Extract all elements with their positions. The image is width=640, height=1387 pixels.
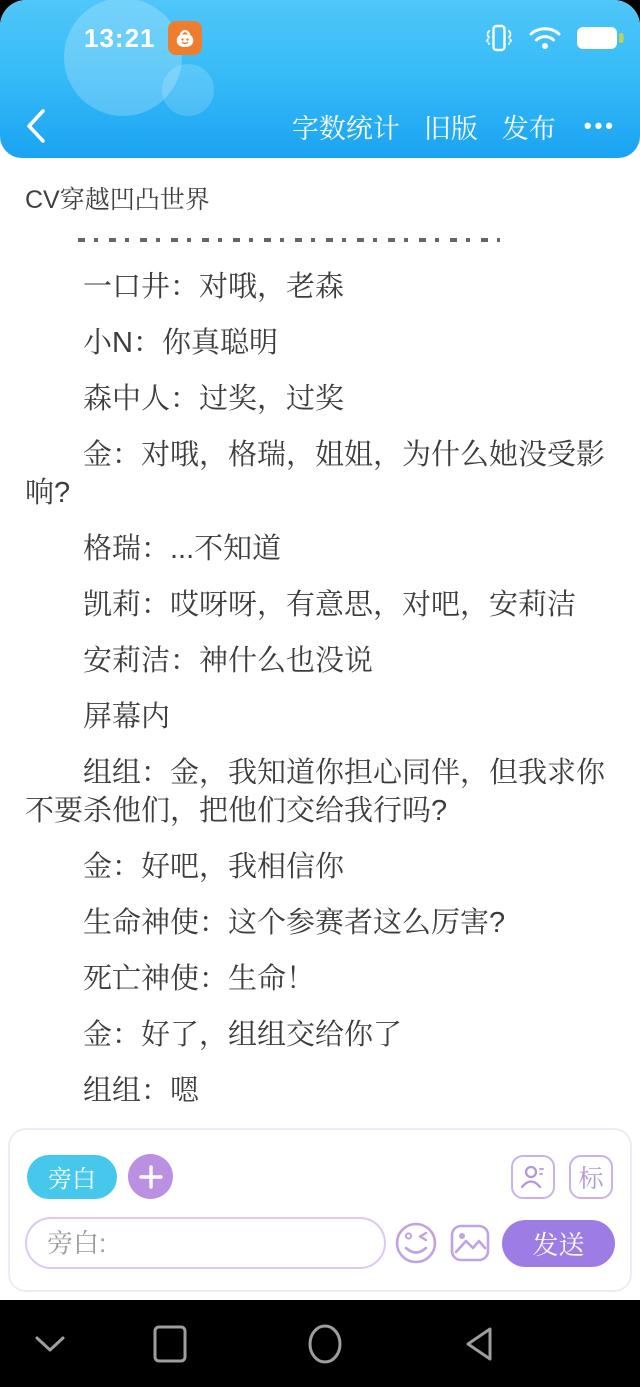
script-paragraph: 金：对哦，格瑞，姐姐，为什么她没受影响?	[25, 439, 606, 509]
nav-bar	[0, 100, 640, 152]
script-paragraph: 死亡神使：生命！	[83, 963, 316, 995]
script-paragraph: 金：好了，组组交给你了	[83, 1019, 403, 1051]
back-nav-button[interactable]	[461, 1324, 497, 1364]
script-paragraph: 金：好吧，我相信你	[83, 851, 345, 883]
composer-panel	[8, 1128, 632, 1292]
script-paragraph: 生命神使：这个参赛者这么厉害?	[83, 907, 506, 939]
circle-icon	[306, 1322, 344, 1366]
script-paragraph: 组组：嗯	[83, 1075, 200, 1107]
image-icon	[448, 1221, 492, 1265]
script-paragraph: 凯莉：哎呀呀，有意思，对吧，安莉洁	[83, 589, 577, 621]
status-icons	[484, 22, 624, 54]
add-role-button[interactable]	[128, 1154, 173, 1199]
nav-action-old-version[interactable]: 旧版	[423, 113, 478, 144]
script-paragraph: 小N：你真聪明	[83, 327, 278, 359]
back-button[interactable]	[24, 107, 50, 145]
vibrate-icon	[484, 22, 514, 54]
nav-action-publish[interactable]: 发布	[501, 113, 556, 144]
send-button[interactable]: 发送	[502, 1220, 615, 1267]
document-title: CV穿越凹凸世界	[25, 186, 210, 214]
plus-icon	[138, 1164, 164, 1190]
wink-smiley-icon	[393, 1220, 439, 1266]
status-time: 13:21	[84, 22, 156, 53]
hide-nav-button[interactable]	[33, 1334, 67, 1354]
wifi-icon	[527, 24, 563, 52]
tag-icon: 标	[578, 1164, 604, 1193]
notification-app-icon	[168, 21, 202, 55]
home-button[interactable]	[306, 1322, 344, 1366]
battery-icon	[576, 24, 624, 52]
script-paragraph: 安莉洁：神什么也没说	[83, 645, 374, 677]
nav-action-word-count[interactable]: 字数统计	[291, 113, 400, 144]
nav-actions	[292, 107, 616, 146]
script-paragraph: 格瑞：...不知道	[83, 533, 282, 565]
square-icon	[152, 1324, 188, 1364]
script-body	[0, 268, 640, 1110]
script-paragraph: 组组：金，我知道你担心同伴，但我求你不要杀他们，把他们交给我行吗?	[25, 757, 606, 827]
status-bar	[0, 16, 640, 60]
more-options-button[interactable]: •••	[583, 113, 616, 138]
character-card-icon	[518, 1162, 548, 1192]
recents-button[interactable]	[152, 1324, 188, 1364]
back-chevron-icon	[24, 107, 48, 145]
script-paragraph: 一口井：对哦，老森	[83, 271, 345, 303]
android-nav-bar	[0, 1300, 640, 1387]
role-tag-button[interactable]: 旁白	[27, 1155, 117, 1199]
character-button[interactable]	[511, 1155, 555, 1199]
chevron-down-icon	[33, 1334, 67, 1354]
app-header	[0, 0, 640, 158]
emoji-button[interactable]	[392, 1219, 440, 1267]
script-paragraph: 屏幕内	[83, 701, 171, 733]
tag-button[interactable]	[569, 1155, 613, 1199]
script-paragraph: 森中人：过奖，过奖	[83, 383, 345, 415]
line-input[interactable]	[25, 1217, 386, 1269]
image-button[interactable]	[446, 1219, 494, 1267]
triangle-left-icon	[461, 1324, 497, 1364]
clipped-text-line	[78, 238, 500, 242]
